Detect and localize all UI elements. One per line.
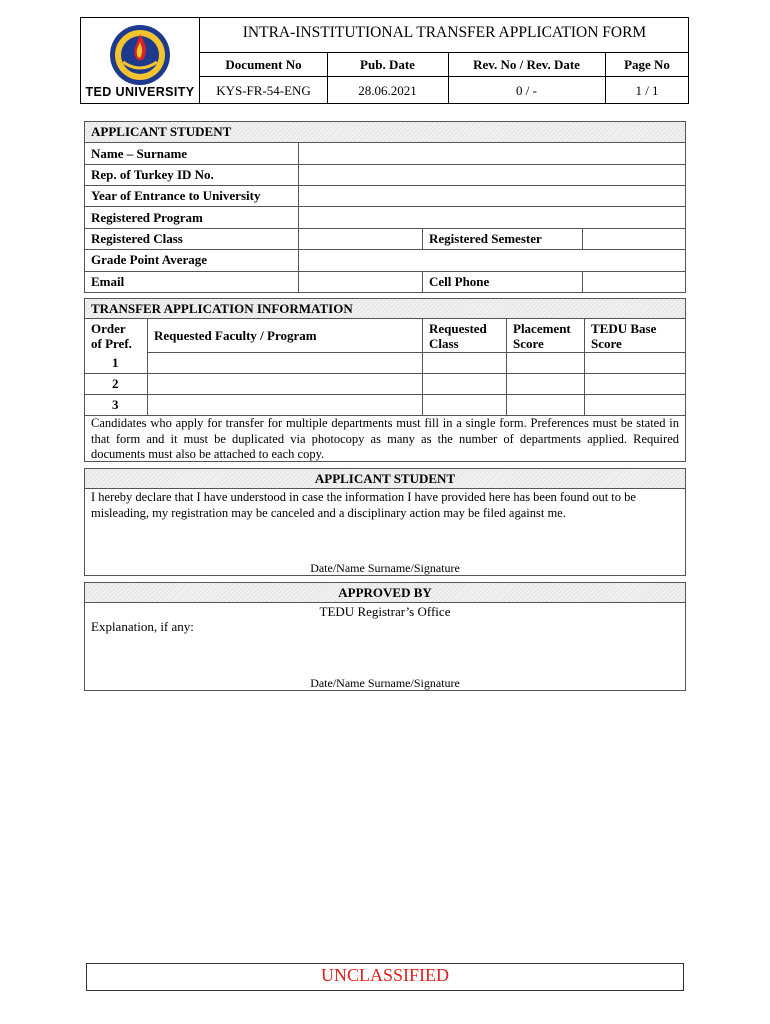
classification-label: UNCLASSIFIED (320, 965, 449, 985)
col-order-line1: Order (91, 321, 126, 336)
col-placement-line2: Score (513, 336, 544, 351)
input-name-surname[interactable] (299, 143, 685, 164)
input-registered-semester[interactable] (583, 229, 685, 249)
approval-section-title: APPROVED BY (338, 585, 432, 600)
doc-no-header: Document No (225, 56, 302, 72)
label-registered-program: Registered Program (91, 210, 203, 225)
declaration-text: I hereby declare that I have understood in case the information I have provided here has been found out to be misleading, my registration may be canceled and a disciplinary action may be filed against me. (91, 490, 636, 520)
page-no-header: Page No (624, 56, 670, 72)
label-entrance-year: Year of Entrance to University (91, 188, 261, 203)
col-placement-line1: Placement (513, 321, 571, 336)
pref-row-1: 1 (112, 355, 119, 370)
col-faculty-program: Requested Faculty / Program (154, 328, 317, 343)
col-requested-class-line2: Class (429, 336, 459, 351)
pub-date-value: 28.06.2021 (358, 82, 417, 98)
page-no-value: 1 / 1 (635, 82, 659, 98)
col-tedu-line1: TEDU Base (591, 321, 657, 336)
label-registered-class: Registered Class (91, 231, 183, 246)
transfer-section-title: TRANSFER APPLICATION INFORMATION (91, 301, 353, 316)
label-name-surname: Name – Surname (91, 146, 188, 161)
input-explanation[interactable] (220, 617, 682, 673)
input-registered-class[interactable] (299, 229, 422, 249)
pref-row-2: 2 (112, 376, 119, 391)
label-cell-phone: Cell Phone (429, 274, 490, 289)
rev-value: 0 / - (516, 82, 537, 98)
label-gpa: Grade Point Average (91, 252, 208, 267)
declaration-signature-line: Date/Name Surname/Signature (310, 561, 460, 575)
explanation-label: Explanation, if any: (91, 619, 194, 634)
pref-row-3: 3 (112, 397, 119, 412)
input-pref-2-program[interactable] (148, 374, 422, 394)
label-registered-semester: Registered Semester (429, 231, 542, 246)
input-gpa[interactable] (299, 250, 685, 271)
transfer-note: Candidates who apply for transfer for multiple departments must fill in a single form. Preferences must be stated in that form and it must be duplicated via photocopy as many as the number of departments applied. Required documents must also be attached to each copy. (91, 416, 679, 461)
input-entrance-year[interactable] (299, 186, 685, 206)
input-tc-id[interactable] (299, 165, 685, 185)
registrar-office: TEDU Registrar’s Office (319, 604, 451, 619)
declaration-section-title: APPLICANT STUDENT (314, 471, 456, 486)
doc-no-value: KYS-FR-54-ENG (216, 82, 311, 98)
applicant-section-title: APPLICANT STUDENT (91, 124, 232, 139)
pub-date-header: Pub. Date (360, 56, 415, 72)
rev-header: Rev. No / Rev. Date (473, 56, 580, 72)
label-tc-id: Rep. of Turkey ID No. (91, 167, 214, 182)
label-email: Email (91, 274, 125, 289)
col-tedu-line2: Score (591, 336, 622, 351)
tedu-emblem-icon (107, 22, 173, 88)
form-title: INTRA-INSTITUTIONAL TRANSFER APPLICATION FORM (242, 24, 647, 41)
col-order-line2: of Pref. (91, 336, 132, 351)
approval-signature-line: Date/Name Surname/Signature (310, 676, 460, 690)
input-registered-program[interactable] (299, 207, 685, 228)
input-cell-phone[interactable] (583, 272, 685, 292)
input-pref-3-program[interactable] (148, 395, 422, 415)
input-email[interactable] (299, 272, 422, 292)
logo-text: TED UNIVERSITY (85, 85, 195, 99)
col-requested-class-line1: Requested (429, 321, 487, 336)
input-pref-1-program[interactable] (148, 353, 422, 373)
logo-area (80, 17, 200, 104)
